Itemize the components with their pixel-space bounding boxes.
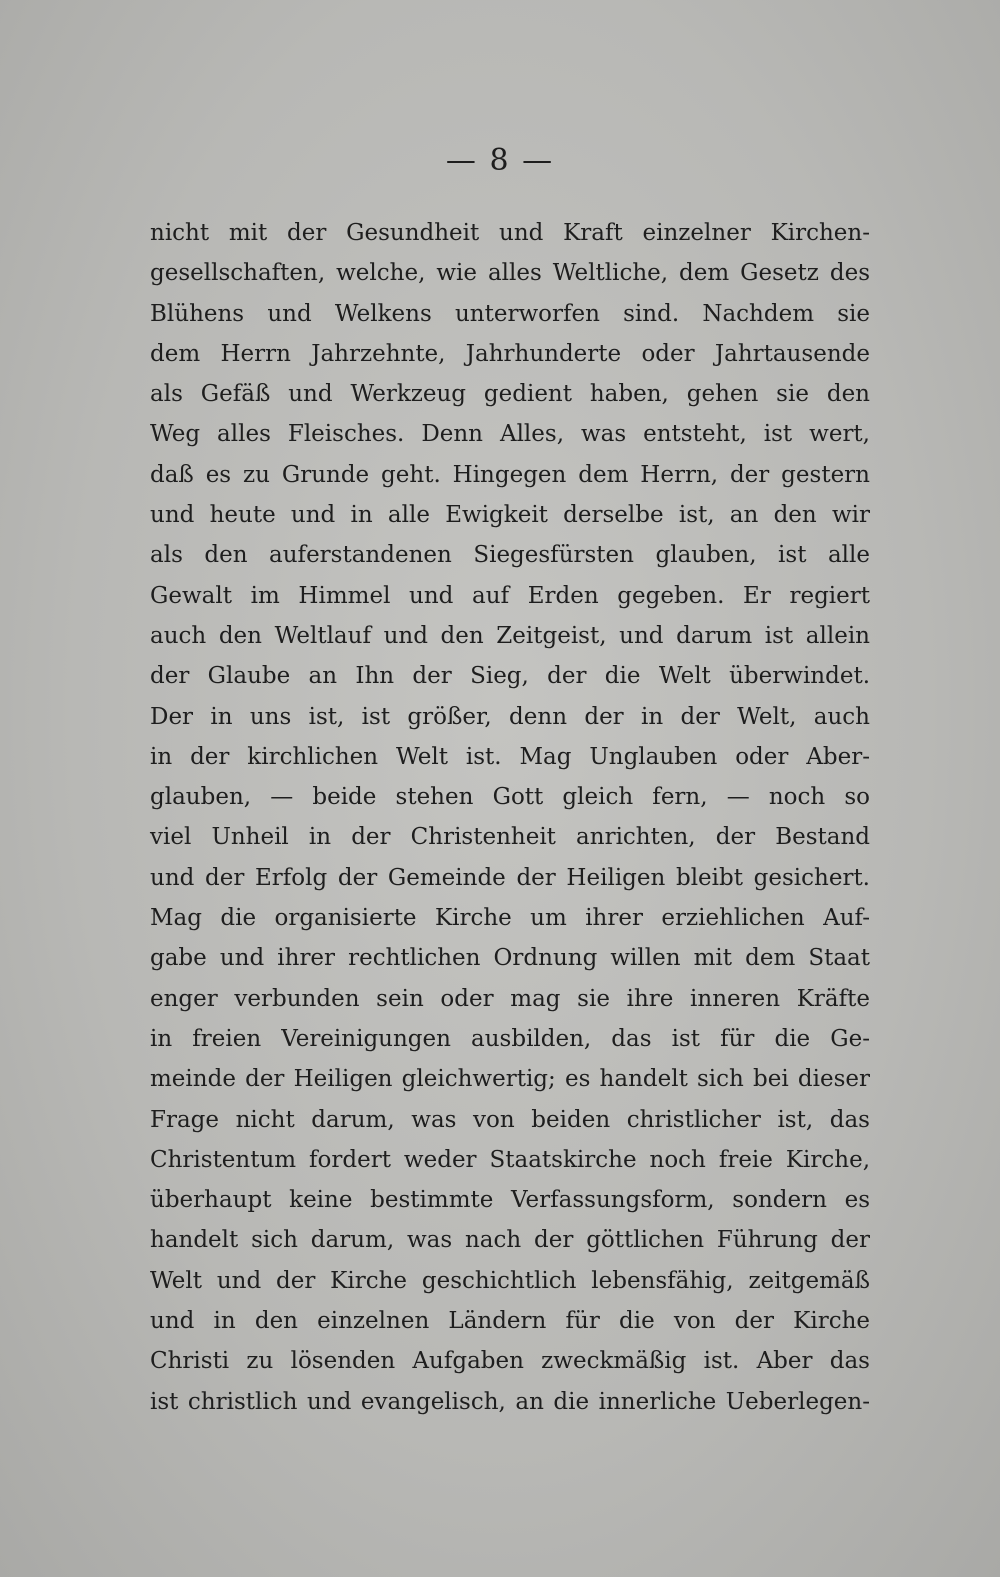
- text-line: Gewalt im Himmel und auf Erden gegeben. Er regiert: [150, 582, 870, 609]
- text-line: als Gefäß und Werkzeug gedient haben, gehen sie den: [150, 381, 870, 408]
- text-line: ist christlich und evangelisch, an die innerliche Ueberlegen-: [150, 1388, 870, 1415]
- text-line: viel Unheil in der Christenheit anrichten, der Bestand: [150, 824, 870, 851]
- text-line: daß es zu Grunde geht. Hingegen dem Herrn, der gestern: [150, 461, 870, 488]
- text-line: Frage nicht darum, was von beiden christlicher ist, das: [150, 1106, 870, 1133]
- text-line: glauben, — beide stehen Gott gleich fern, — noch so: [150, 784, 870, 811]
- text-line: Blühens und Welkens unterworfen sind. Nachdem sie: [150, 300, 870, 327]
- text-line: Der in uns ist, ist größer, denn der in der Welt, auch: [150, 703, 870, 730]
- page-number: — 8 —: [445, 143, 555, 178]
- text-line: gesellschaften, welche, wie alles Weltliche, dem Gesetz des: [150, 260, 870, 287]
- text-line: handelt sich darum, was nach der göttlichen Führung der: [150, 1227, 870, 1254]
- text-line: der Glaube an Ihn der Sieg, der die Welt überwindet.: [150, 663, 870, 690]
- text-line: als den auferstandenen Siegesfürsten glauben, ist alle: [150, 542, 870, 569]
- text-line: gabe und ihrer rechtlichen Ordnung willen mit dem Staat: [150, 945, 870, 972]
- text-line: und heute und in alle Ewigkeit derselbe ist, an den wir: [150, 502, 870, 529]
- text-line: enger verbunden sein oder mag sie ihre inneren Kräfte: [150, 985, 870, 1012]
- text-line: nicht mit der Gesundheit und Kraft einzelner Kirchen-: [150, 220, 870, 246]
- text-line: überhaupt keine bestimmte Verfassungsform, sondern es: [150, 1187, 870, 1214]
- text-line: Weg alles Fleisches. Denn Alles, was entsteht, ist wert,: [150, 421, 870, 448]
- text-line: dem Herrn Jahrzehnte, Jahrhunderte oder Jahrtausende: [150, 340, 870, 367]
- text-line: und in den einzelnen Ländern für die von der Kirche: [150, 1308, 870, 1335]
- text-line: meinde der Heiligen gleichwertig; es handelt sich bei dieser: [150, 1066, 870, 1093]
- text-line: in freien Vereinigungen ausbilden, das ist für die Ge-: [150, 1025, 870, 1052]
- text-line: und der Erfolg der Gemeinde der Heiligen bleibt gesichert.: [150, 864, 870, 891]
- body-text: [150, 213, 870, 1422]
- text-line: Mag die organisierte Kirche um ihrer erziehlichen Auf-: [150, 905, 870, 932]
- text-line: Christi zu lösenden Aufgaben zweckmäßig ist. Aber das: [150, 1348, 870, 1375]
- text-line: Christentum fordert weder Staatskirche noch freie Kirche,: [150, 1146, 870, 1173]
- text-line: in der kirchlichen Welt ist. Mag Unglauben oder Aber-: [150, 743, 870, 770]
- text-line: Welt und der Kirche geschichtlich lebensfähig, zeitgemäß: [150, 1267, 870, 1294]
- text-line: auch den Weltlauf und den Zeitgeist, und darum ist allein: [150, 622, 870, 649]
